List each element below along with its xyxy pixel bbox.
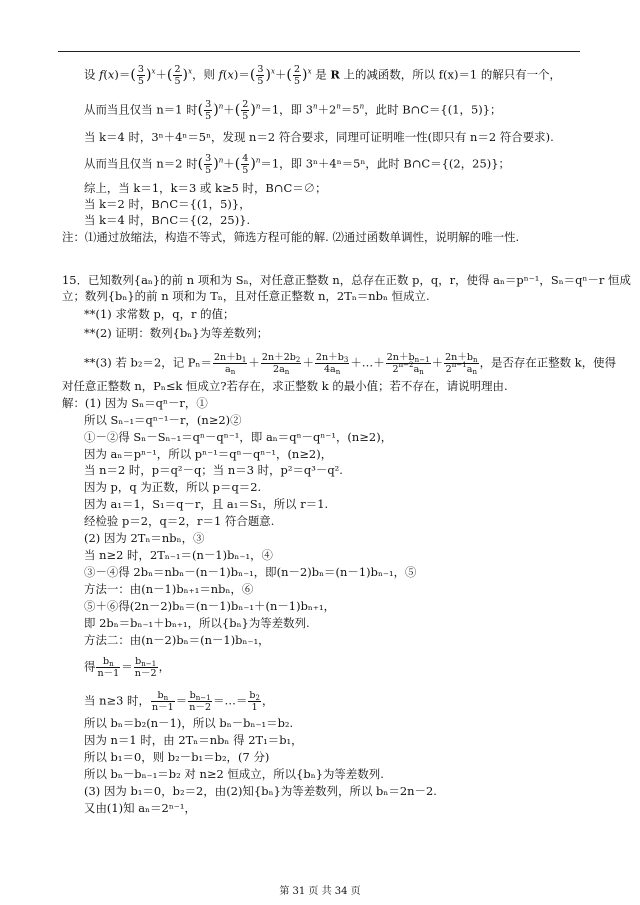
solution-line-2: 所以 Sₙ₋₁＝qⁿ⁻¹－r，(n≥2)②	[84, 413, 242, 427]
proof-note: 注：⑴通过放缩法，构造不等式，筛选方程可能的解. ⑵通过函数单调性，说明解的唯一性.	[62, 230, 520, 244]
proof-line-6: 当 k＝2 时，B∩C＝{(1，5)}，	[84, 197, 251, 211]
solution-line-10: 当 n≥2 时，2Tₙ₋₁＝(n－1)bₙ₋₁，④	[84, 548, 273, 562]
solution-line-9: (2) 因为 2Tₙ＝nbₙ，③	[84, 531, 205, 545]
solution-line-8: 经检验 p＝2，q＝2，r＝1 符合题意.	[84, 514, 275, 528]
solution-line-4: 因为 aₙ＝pⁿ⁻¹，所以 pⁿ⁻¹＝qⁿ－qⁿ⁻¹，(n≥2)，	[84, 447, 333, 461]
solution-line-22: (3) 因为 b₁＝0，b₂＝2，由(2)知{bₙ}为等差数列，所以 bₙ＝2n－2.	[84, 784, 437, 798]
solution-line-21: 所以 bₙ－bₙ₋₁＝b₂ 对 n≥2 恒成立，所以{bₙ}为等差数列.	[84, 767, 384, 781]
solution-line-15: 方法二：由(n－2)bₙ＝(n－1)bₙ₋₁，	[84, 633, 270, 647]
solution-line-13: ⑤＋⑥得(2n－2)bₙ＝(n－1)bₙ₋₁＋(n－1)bₙ₊₁，	[84, 599, 336, 613]
proof-line-4: 从而当且仅当 n＝2 时( $\frac{3}{5}$ )$^n$＋( $\frac{4}{5}$ )$^n$＝1，即 3ⁿ＋4ⁿ＝5ⁿ，此时 B∩C＝{(2，25)}；	[84, 153, 510, 176]
solution-line-7: 因为 a₁＝1，S₁＝q－r，且 a₁＝S₁，所以 r＝1.	[84, 497, 329, 511]
solution-line-19: 因为 n＝1 时，由 2Tₙ＝nbₙ 得 2T₁＝b₁，	[84, 733, 303, 747]
header-rule	[58, 51, 580, 52]
proof-line-1: 设 f(x)＝( $\frac{3}{5}$ )$^x$＋( $\frac{2}{5}$ )$^x$，则 f(x)＝( $\frac{3}{5}$ )$^x$＋( $\frac{2}{5}$ )$^x$ 是 R 上的减函数，所以 f(x)＝1 的解只有一个，	[84, 64, 561, 87]
problem-15-line-2: 立；数列{bₙ}的前 n 项和为 Tₙ，且对任意正整数 n，2Tₙ＝nbₙ 恒成立.	[62, 289, 430, 303]
problem-15-line-6: 对任意正整数 n，Pₙ≤k 恒成立?若存在，求正整数 k 的最小值；若不存在，请说明理由.	[62, 379, 508, 393]
problem-15-part-2: **(2) 证明：数列{bₙ}为等差数列；	[84, 326, 269, 340]
solution-line-17: 当 n≥3 时， $\frac{b_n}{n-1}$ ＝ $\frac{b_{n-1}}{n-2}$ ＝…＝ $\frac{b_2}{1}$ ，	[84, 690, 274, 713]
solution-line-18: 所以 bₙ＝b₂(n－1)，所以 bₙ－bₙ₋₁＝b₂.	[84, 716, 294, 730]
proof-line-5: 综上，当 k＝1，k＝3 或 k≥5 时，B∩C＝∅；	[84, 181, 327, 195]
problem-15-part-3: **(3) 若 b₂＝2，记 Pₙ＝ $\frac{2n+b_1}{a_n}$ ＋ $\frac{2n+2b_2}{2a_n}$ ＋ $\frac{2n+b_3}{4a_n}$ ＋…＋ $\frac{2n+b_{n-1}}{2^{n-2}a_n}$ ＋ $\frac{2n+b_n}{2^{n-1}a_n}$ ，是否存在正整数 k，使得	[84, 352, 617, 376]
solution-line-5: 当 n＝2 时，p＝q²－q；当 n＝3 时，p²＝q³－q².	[84, 463, 343, 477]
page-footer: 第 31 页 共 34 页	[279, 886, 361, 897]
proof-line-3: 当 k＝4 时，3ⁿ＋4ⁿ＝5ⁿ，发现 n＝2 符合要求，同理可证明唯一性(即只有 n＝2 符合要求).	[84, 130, 554, 144]
solution-line-20: 所以 b₁＝0，则 b₂－b₁＝b₂，(7 分)	[84, 750, 270, 764]
solution-line-3: ①－②得 Sₙ－Sₙ₋₁＝qⁿ－qⁿ⁻¹，即 aₙ＝qⁿ－qⁿ⁻¹，(n≥2)，	[84, 430, 393, 444]
solution-line-23: 又由(1)知 aₙ＝2ⁿ⁻¹，	[84, 801, 196, 815]
proof-line-2: 从而当且仅当 n＝1 时( $\frac{3}{5}$ )$^n$＋( $\frac{2}{5}$ )$^n$＝1，即 $3^n+2^n=5^n$，此时 B∩C＝{(1，5)}；	[84, 99, 502, 122]
problem-15-line-1: 15．已知数列{aₙ}的前 n 项和为 Sₙ，对任意正整数 n，总存在正数 p，q，r，使得 aₙ＝pⁿ⁻¹，Sₙ＝qⁿ－r 恒成	[62, 273, 631, 287]
problem-15-part-1: **(1) 求常数 p，q，r 的值；	[84, 307, 235, 321]
solution-line-16: 得 $\frac{b_n}{n-1}$ ＝ $\frac{b_{n-1}}{n-2}$ ，	[84, 656, 171, 679]
solution-line-6: 因为 p，q 为正数，所以 p＝q＝2.	[84, 480, 262, 494]
solution-line-11: ③－④得 2bₙ＝nbₙ－(n－1)bₙ₋₁，即(n－2)bₙ＝(n－1)bₙ₋₁，⑤	[84, 565, 417, 579]
solution-line-12: 方法一：由(n－1)bₙ₊₁＝nbₙ，⑥	[84, 582, 254, 596]
proof-line-7: 当 k＝4 时，B∩C＝{(2，25)}.	[84, 213, 251, 227]
solution-line-1: 解：(1) 因为 Sₙ＝qⁿ－r，①	[62, 396, 208, 410]
solution-line-14: 即 2bₙ＝bₙ₋₁＋bₙ₊₁，所以{bₙ}为等差数列.	[84, 616, 310, 630]
